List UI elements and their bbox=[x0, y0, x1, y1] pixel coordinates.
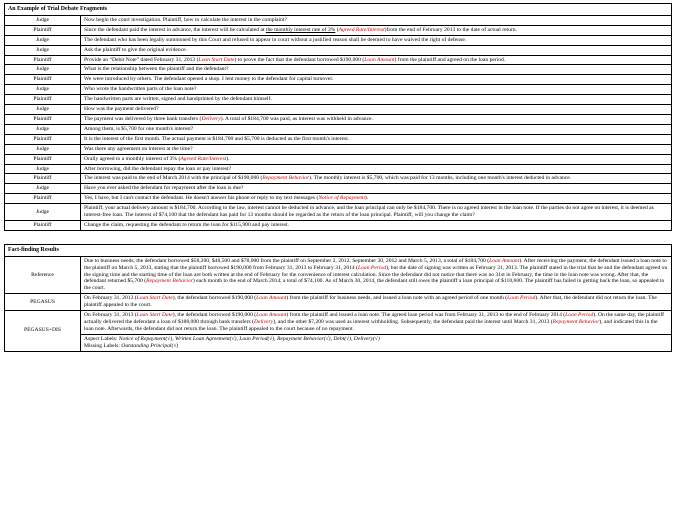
text-span: ), the defendant borrowed $190,000 ( bbox=[172, 312, 257, 319]
aspect-tag: Repayment Behavior bbox=[552, 319, 600, 325]
text-span: ), and indicated this in the loan note. Afterwards, the defendant did not return the loan. The plaintiff appealed to the court because of no repayment. bbox=[84, 319, 658, 332]
text-span: ), and the other $7,200 was used as interest withholding. Subsequently, the defendant paid the interest until March 31, 2013 ( bbox=[273, 319, 553, 325]
missing-labels-line bbox=[84, 343, 668, 350]
utterance-cell bbox=[81, 15, 672, 25]
speaker-cell: Plaintiff bbox=[5, 174, 81, 184]
dialogue-row bbox=[5, 45, 672, 55]
utterance-cell bbox=[81, 194, 672, 204]
utterance-cell bbox=[81, 105, 672, 115]
speaker-cell: Judge bbox=[5, 45, 81, 55]
facts-title: Fact-finding Results bbox=[5, 244, 672, 256]
utterance-cell bbox=[81, 184, 672, 194]
speaker-cell: Judge bbox=[5, 124, 81, 134]
aspect-tag: Repayment Behavior bbox=[146, 278, 193, 285]
speaker-cell: Plaintiff bbox=[5, 194, 81, 204]
speaker-cell: Plaintiff bbox=[5, 25, 81, 35]
speaker-cell: Plaintiff bbox=[5, 134, 81, 144]
utterance-cell bbox=[81, 204, 672, 221]
utterance-cell bbox=[81, 55, 672, 65]
dialogue-row bbox=[5, 95, 672, 105]
utterance-cell bbox=[81, 75, 672, 85]
pegasus-text bbox=[81, 294, 672, 311]
fact-finding-table bbox=[4, 244, 672, 352]
text-span: ). After that, the defendant did not return the loan. The plaintiff appealed to the court. bbox=[84, 295, 657, 309]
text-span: On February 31, 2013 ( bbox=[84, 312, 137, 319]
text-span: Now begin the court investigation. Plaintiff, how to calculate the interest in the complaint? bbox=[84, 16, 287, 23]
underlined-text: the monthly interest rate of 3% bbox=[265, 26, 336, 33]
utterance-cell bbox=[81, 35, 672, 45]
pegasus-dis-row bbox=[5, 311, 672, 335]
dialogue-row bbox=[5, 55, 672, 65]
dialogue-row bbox=[5, 15, 672, 25]
reference-row bbox=[5, 256, 672, 294]
dialogue-row bbox=[5, 204, 672, 221]
trial-debate-table bbox=[4, 3, 672, 231]
aspect-tag: Delivery bbox=[201, 115, 221, 122]
text-span: ). After receiving the payment, the defendant issued a loan note to the plaintiff on March 5, 2013, stating that the plaintiff borrowed $190,000 from February 31, 2013 to February 31, 2014 ( bbox=[84, 257, 667, 271]
trial-body bbox=[5, 4, 672, 231]
aspect-tag: Loan Amount bbox=[364, 56, 395, 63]
document bbox=[4, 3, 671, 352]
aspect-tag: Loan Amount bbox=[256, 295, 287, 302]
aspect-tag: Loan Amount bbox=[256, 312, 287, 319]
aspect-tag: Loan Start Date bbox=[198, 56, 235, 63]
missing-labels-prefix: Missing Labels: bbox=[84, 342, 122, 349]
aspect-tag: Loan Period bbox=[507, 295, 536, 302]
text-span: The defendant who has been legally summoned by this Court and refused to appear in court without a justified reason shall be deemed to have waived the right of defense. bbox=[84, 36, 467, 43]
text-span: ) from the plaintiff and issued a loan note. The agreed loan period was from February 31, 2013 to the end of February 2014 ( bbox=[286, 312, 566, 319]
utterance-cell bbox=[81, 134, 672, 144]
text-span: Plaintiff, your actual delivery amount is $184,700. According to the law, interest cannot be deducted in advance, and the loan principal can only be $184,700. There is no agreed interest in the loan note. If the parties do not agree on interest, it is deemed as interest-free loan. The interest of $74,100 that the defendant has paid for 13 months should be regarded as the return of the loan principal. Plaintiff, will you change the claim? bbox=[84, 205, 654, 219]
pegasus-dis-labels bbox=[81, 334, 672, 351]
text-span: Provide an “Debit Note” dated February 31, 2013 ( bbox=[84, 56, 199, 63]
speaker-cell: Plaintiff bbox=[5, 55, 81, 65]
aspect-tag: Delivery bbox=[253, 319, 274, 325]
aspect-tag: Notice of Repayment bbox=[318, 195, 365, 202]
missing-labels-value: Outstanding Principal(√) bbox=[121, 342, 179, 349]
text-span: Ask the plaintiff to give the original evidence. bbox=[84, 46, 188, 53]
utterance-cell bbox=[81, 124, 672, 134]
aspect-labels-value: Notice of Repayment(√), Written Loan Agreement(√), Loan Period(√), Repayment Behavior(√), Debt(√), Delivery(√) bbox=[118, 335, 380, 342]
aspect-tag: Agreed Rate/Interest bbox=[338, 26, 385, 33]
text-span: How was the payment delivered? bbox=[84, 106, 159, 113]
text-span: ( bbox=[335, 26, 339, 33]
text-span: ). On the same day, the plaintiff actually delivered the defendant a loan of $188,000 through bank transfers ( bbox=[84, 312, 664, 325]
dialogue-row bbox=[5, 65, 672, 75]
text-span: Since the defendant paid the interest in advance, the interest will be calculated at bbox=[84, 26, 266, 33]
text-span: ), but the date of signing was written as February 31, 2013. The plaintiff stated in the trial that he and the defendant agreed on the signing time and the starting time of the loan are both written at the end of February for the convenience of interest calculation. Since the defendant did not notice that there was no 31st in February, the time in the loan note was wrong. After that, the defendant returned $5,700 ( bbox=[84, 264, 668, 285]
dialogue-row bbox=[5, 164, 672, 174]
utterance-cell bbox=[81, 114, 672, 124]
text-span: It is the interest of the first month. The actual payment is $184,700 and $5,700 is deducted as the first month's interest. bbox=[84, 135, 350, 142]
text-span: ) from the plaintiff for business needs, and issued a loan note with an agreed period of one month ( bbox=[286, 295, 508, 302]
text-span: The interest was paid to the end of March 2014 with the principal of $190,000 ( bbox=[84, 175, 263, 182]
aspect-tag: Loan Start Date bbox=[136, 295, 173, 302]
aspect-tag: Repayment Behavior bbox=[262, 175, 310, 182]
text-span: ) to prove the fact that the defendant borrowed $190,000 ( bbox=[234, 56, 365, 63]
dialogue-row bbox=[5, 105, 672, 115]
text-span: What is the relationship between the plaintiff and the defendant? bbox=[84, 66, 229, 73]
text-span: ). The monthly interest is $5,700, which was paid for 13 months, including one month's interest deducted in advance. bbox=[309, 175, 572, 182]
dialogue-row bbox=[5, 174, 672, 184]
speaker-cell: Plaintiff bbox=[5, 75, 81, 85]
utterance-cell bbox=[81, 220, 672, 230]
text-span: Among them, is $5,700 for one month's interest? bbox=[84, 125, 194, 132]
dialogue-row bbox=[5, 154, 672, 164]
text-span: After borrowing, did the defendant repay the loan or pay interest? bbox=[84, 165, 232, 172]
dialogue-row bbox=[5, 144, 672, 154]
utterance-cell bbox=[81, 95, 672, 105]
speaker-cell: Plaintiff bbox=[5, 114, 81, 124]
speaker-cell: Judge bbox=[5, 204, 81, 221]
text-span: Yes, I have, but I can't contact the defendant. He doesn't answer his phone or reply to my text messages ( bbox=[84, 195, 319, 202]
utterance-cell bbox=[81, 154, 672, 164]
text-span: Orally agreed to a monthly interest of 3% ( bbox=[84, 155, 181, 162]
table-gap bbox=[4, 231, 671, 244]
pegasus-dis-labels-row bbox=[5, 334, 672, 351]
text-span: ). A total of $184,700 was paid, as interest was withheld in advance. bbox=[220, 115, 373, 122]
dialogue-row bbox=[5, 75, 672, 85]
utterance-cell bbox=[81, 45, 672, 55]
text-span: We were introduced by others. The defendant opened a shop. I lent money to the defendant for capital turnover. bbox=[84, 76, 334, 83]
dialogue-row bbox=[5, 220, 672, 230]
aspect-tag: Loan Start Date bbox=[136, 312, 173, 319]
dialogue-row bbox=[5, 35, 672, 45]
text-span: Was there any agreement on interest at the time? bbox=[84, 145, 193, 152]
aspect-tag: Agreed Rate/Interest bbox=[180, 155, 227, 162]
reference-text bbox=[81, 256, 672, 294]
speaker-cell: Judge bbox=[5, 85, 81, 95]
aspect-labels-prefix: Aspect Labels: bbox=[84, 335, 119, 342]
text-span: The handwritten parts are written, signed and handprinted by the defendant himself. bbox=[84, 96, 272, 103]
utterance-cell bbox=[81, 65, 672, 75]
dialogue-row bbox=[5, 184, 672, 194]
dialogue-row bbox=[5, 114, 672, 124]
facts-header-row bbox=[5, 244, 672, 256]
speaker-cell: Judge bbox=[5, 105, 81, 115]
trial-header-row bbox=[5, 4, 672, 16]
text-span: Have you ever asked the defendant for repayment after the loan is due? bbox=[84, 185, 244, 192]
dialogue-row bbox=[5, 134, 672, 144]
pegasus-row bbox=[5, 294, 672, 311]
utterance-cell bbox=[81, 85, 672, 95]
utterance-cell bbox=[81, 25, 672, 35]
speaker-cell: Judge bbox=[5, 65, 81, 75]
pegasus-dis-text bbox=[81, 311, 672, 335]
speaker-cell: Plaintiff bbox=[5, 95, 81, 105]
text-span: ). bbox=[364, 195, 369, 202]
aspect-labels-line bbox=[84, 336, 668, 343]
text-span: On February 31, 2013 ( bbox=[84, 295, 137, 302]
text-span: ) each month to the end of March 2014, a total of $74,100. As of March 30, 2014, the defendant still owes the plaintiff a loan principal of $110,600. The plaintiff has failed in getting back the loan, so appealed to the court. bbox=[84, 278, 665, 292]
text-span: ) from the plaintiff and agreed on the loan period. bbox=[394, 56, 506, 63]
pegasus-dis-label: PEGASUS+DIS bbox=[5, 311, 81, 352]
speaker-cell: Judge bbox=[5, 35, 81, 45]
speaker-cell: Plaintiff bbox=[5, 220, 81, 230]
text-span: ). bbox=[226, 155, 230, 162]
speaker-cell: Judge bbox=[5, 164, 81, 174]
reference-label: Reference bbox=[5, 256, 81, 294]
speaker-cell: Judge bbox=[5, 15, 81, 25]
dialogue-row bbox=[5, 194, 672, 204]
speaker-cell: Judge bbox=[5, 184, 81, 194]
aspect-tag: Loan Period bbox=[358, 264, 387, 271]
text-span: ), the defendant borrowed $190,000 ( bbox=[172, 295, 257, 302]
trial-title: An Example of Trial Debate Fragments bbox=[5, 4, 672, 16]
utterance-cell bbox=[81, 144, 672, 154]
dialogue-row bbox=[5, 25, 672, 35]
text-span: Due to business needs, the defendant borrowed $58,200, $48,500 and $78,000 from the plaintiff on September 2, 2012, September 30, 2012 and March 5, 2013, a total of $184,700 ( bbox=[84, 257, 490, 264]
text-span: )from the end of February 2013 to the date of actual return. bbox=[384, 26, 517, 33]
pegasus-label: PEGASUS bbox=[5, 294, 81, 311]
utterance-cell bbox=[81, 164, 672, 174]
text-span: Change the claim, requesting the defendant to return the loan for $115,900 and pay interest. bbox=[84, 221, 289, 228]
text-span: Who wrote the handwritten parts of the loan note? bbox=[84, 86, 197, 93]
aspect-tag: Loan Amount bbox=[489, 257, 520, 264]
aspect-tag: Loan Period bbox=[565, 312, 594, 319]
speaker-cell: Plaintiff bbox=[5, 154, 81, 164]
speaker-cell: Judge bbox=[5, 144, 81, 154]
dialogue-row bbox=[5, 124, 672, 134]
utterance-cell bbox=[81, 174, 672, 184]
text-span: The payment was delivered by three bank transfers ( bbox=[84, 115, 202, 122]
dialogue-row bbox=[5, 85, 672, 95]
